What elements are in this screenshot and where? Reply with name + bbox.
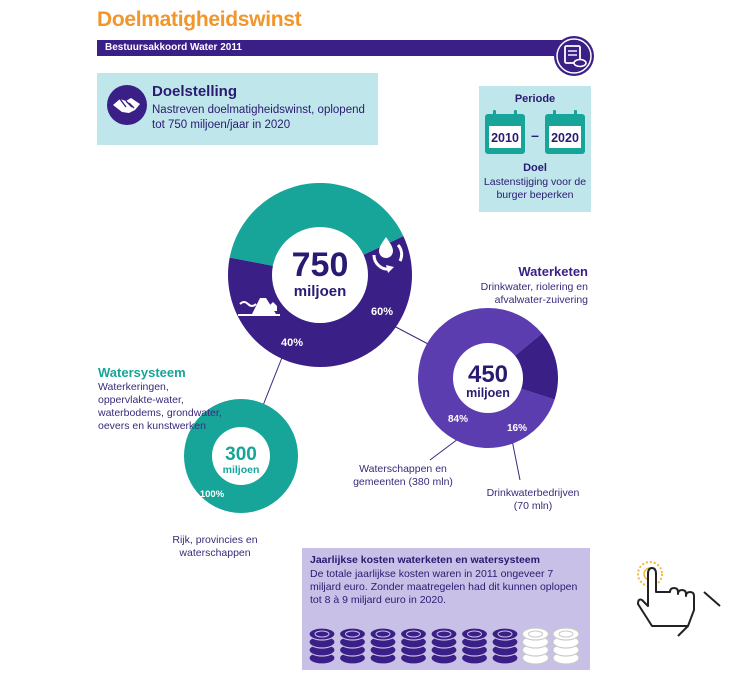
waterketen-slice-label-16: 16% [506,423,528,434]
watersysteem-text: Waterkeringen, oppervlakte-water, waterbodems, grondwater, oevers en kunstwerken [98,381,222,432]
coin-stack-icon [431,628,457,664]
waterketen-donut-value: 450 [467,361,509,388]
coin-stack-icon [401,628,427,664]
watersysteem-slice-label-100: 100% [199,489,225,500]
period-end-year: 2020 [551,131,579,145]
costs-heading: Jaarlijkse kosten waterketen en watersysteem [310,554,540,566]
costs-panel [302,548,590,670]
waterketen-donut-unit: miljoen [466,386,510,400]
coin-stack-icon [553,628,579,664]
watersysteem-donut-unit: miljoen [222,464,260,476]
connector-watersysteem [262,350,285,408]
waterketen-slice-label-84: 84% [447,414,469,425]
period-start-year: 2010 [491,131,519,145]
goal-text: Nastreven doelmatigheidswinst, oplopend tot 750 miljoen/jaar in 2020 [152,104,365,131]
goal-heading: Doelstelling [152,83,238,100]
watersysteem-donut-value: 300 [225,444,257,465]
period-heading: Periode [514,93,556,105]
banner-label: Bestuursakkoord Water 2011 [105,42,242,53]
drinkwaterbedrijven-caption: Drinkwaterbedrijven (70 mln) [486,487,580,512]
connector-drinkwater [512,440,520,480]
costs-text: De totale jaarlijkse kosten waren in 2011 ongeveer 7 miljard euro. Zonder maatregelen had dit kunnen oplopen tot 8 à 9 miljard euro in 2020. [310,568,578,606]
coin-stack-icon [462,628,488,664]
period-separator: – [531,127,539,143]
waterketen-heading: Waterketen [518,264,588,279]
coin-stack-icon [523,628,549,664]
pointing-hand-icon [628,554,728,638]
watersysteem-caption: Rijk, provincies en waterschappen [172,534,258,559]
main-slice-label-40: 40% [280,337,304,349]
coin-stacks [308,624,584,666]
coin-stack-icon [309,628,335,664]
connector-waterketen [392,325,430,345]
coin-stack-icon [492,628,518,664]
waterschappen-caption: Waterschappen en gemeenten (380 mln) [353,463,453,488]
page-title: Doelmatigheidswinst [97,8,302,31]
coin-stack-icon [340,628,366,664]
watersysteem-heading: Watersysteem [98,365,186,380]
main-donut-value: 750 [291,246,349,284]
doel-text: Lastenstijging voor de burger beperken [483,176,587,201]
coin-stack-icon [370,628,396,664]
main-slice-label-60: 60% [370,306,394,318]
main-donut-unit: miljoen [293,283,347,300]
doel-heading: Doel [523,162,547,174]
waterketen-text: Drinkwater, riolering en afvalwater-zuivering [480,281,588,306]
